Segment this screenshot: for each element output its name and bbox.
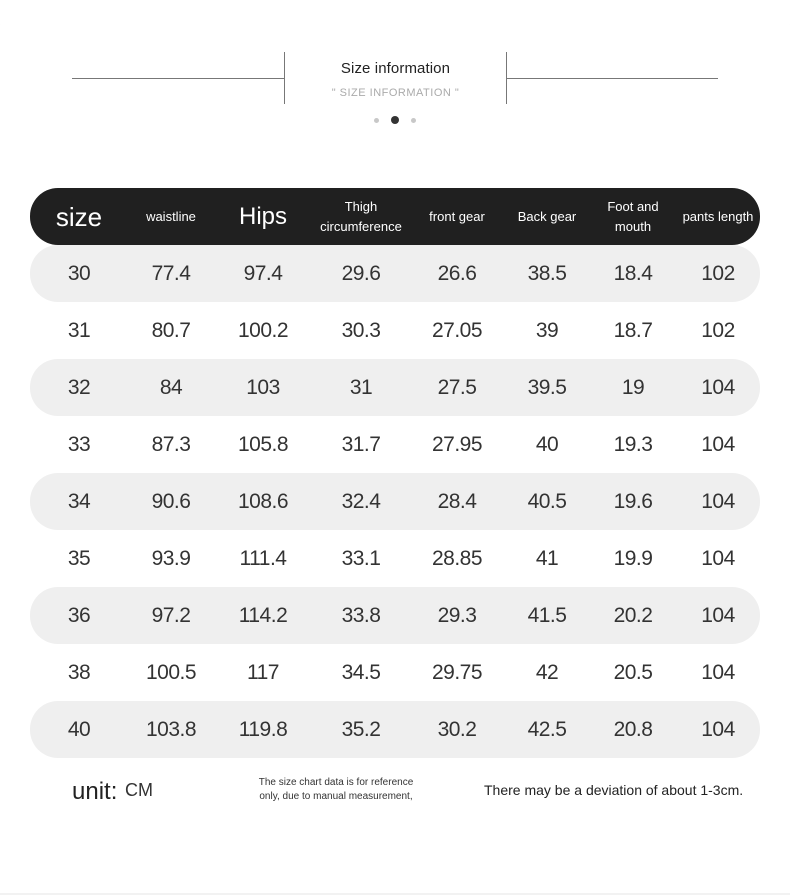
table-cell: 41 [535,546,559,570]
column-header-front-gear: front gear [429,208,485,224]
table-row [30,245,760,302]
table-cell: 104 [701,375,735,399]
table-cell: 40 [67,717,91,741]
table-cell: 29.6 [341,261,381,285]
table-cell: 104 [701,546,735,570]
table-cell: 19 [621,375,645,399]
table-cell: 30.2 [437,717,477,741]
page-subtitle: " SIZE INFORMATION " [331,87,460,99]
table-cell: 102 [701,261,735,285]
column-header-pants-length: pants length [682,208,754,224]
table-cell: 104 [701,603,735,627]
unit-label: unit: [72,778,118,805]
table-cell: 28.4 [437,489,477,513]
table-cell: 19.3 [613,432,653,456]
table-cell: 41.5 [527,603,567,627]
table-cell: 80.7 [151,318,191,342]
table-cell: 104 [701,717,735,741]
table-cell: 84 [159,375,183,399]
table-cell: 103 [246,375,280,399]
pagination-dot [374,118,379,123]
table-cell: 32.4 [341,489,381,513]
table-cell: 105.8 [237,432,289,456]
table-cell: 42.5 [527,717,567,741]
table-cell: 33 [67,432,91,456]
table-cell: 32 [67,375,91,399]
table-cell: 20.8 [613,717,653,741]
table-cell: 18.4 [613,261,653,285]
table-cell: 97.4 [243,261,283,285]
table-cell: 39.5 [527,375,567,399]
page-title: Size information [340,60,451,77]
deviation-note: There may be a deviation of about 1-3cm. [484,782,744,798]
table-cell: 35 [67,546,91,570]
table-row [30,302,760,359]
table-cell: 40 [535,432,559,456]
table-row [30,644,760,701]
table-cell: 77.4 [151,261,191,285]
column-header-waistline: waistline [146,208,196,224]
table-header [30,188,760,245]
table-row [30,473,760,530]
table-cell: 34.5 [341,660,381,684]
column-header-hips: Hips [238,202,287,230]
table-cell: 97.2 [151,603,191,627]
measurement-note: The size chart data is for reference only, due to manual measurement, [258,777,414,802]
table-cell: 114.2 [238,603,288,627]
table-cell: 19.9 [613,546,653,570]
table-cell: 26.6 [437,261,477,285]
pagination-dot-active [391,116,399,124]
table-cell: 100.2 [237,318,289,342]
column-header-size: size [55,201,103,232]
table-row [30,587,760,644]
table-cell: 108.6 [237,489,289,513]
table-cell: 104 [701,432,735,456]
table-cell: 27.05 [431,318,483,342]
table-cell: 35.2 [341,717,381,741]
size-table [30,188,760,758]
pagination-dots [0,116,790,124]
table-cell: 87.3 [151,432,191,456]
table-cell: 38 [67,660,91,684]
unit-value: CM [125,780,153,800]
table-cell: 38.5 [527,261,567,285]
table-row [30,530,760,587]
column-header-back-gear: Back gear [517,208,577,224]
table-cell: 42 [535,660,559,684]
table-cell: 93.9 [151,546,191,570]
table-cell: 102 [701,318,735,342]
table-cell: 20.2 [613,603,653,627]
table-cell: 119.8 [238,717,288,741]
table-cell: 40.5 [527,489,567,513]
table-cell: 31 [67,318,91,342]
table-cell: 34 [67,489,91,513]
table-row [30,416,760,473]
table-cell: 33.1 [341,546,381,570]
table-cell: 90.6 [151,489,191,513]
table-cell: 104 [701,489,735,513]
header-line-left [72,78,284,79]
table-cell: 31.7 [341,432,381,456]
table-cell: 30.3 [341,318,381,342]
table-cell: 20.5 [613,660,653,684]
table-cell: 36 [67,603,91,627]
table-footer [0,772,790,822]
section-header [0,50,790,130]
table-cell: 31 [349,375,373,399]
table-cell: 100.5 [145,660,197,684]
column-header-foot-mouth: Foot and mouth [607,198,659,234]
table-cell: 19.6 [613,489,653,513]
table-cell: 104 [701,660,735,684]
table-cell: 39 [535,318,559,342]
table-cell: 33.8 [341,603,381,627]
pagination-dot [411,118,416,123]
table-cell: 18.7 [613,318,653,342]
column-header-thigh: Thigh circumference [320,198,402,234]
table-row [30,701,760,758]
table-cell: 117 [247,660,279,684]
table-cell: 28.85 [431,546,483,570]
table-cell: 29.3 [437,603,477,627]
table-cell: 103.8 [145,717,197,741]
table-cell: 30 [67,261,91,285]
header-line-right [506,78,718,79]
table-cell: 27.95 [431,432,483,456]
table-cell: 27.5 [437,375,477,399]
table-cell: 111.4 [239,546,287,570]
table-cell: 29.75 [431,660,483,684]
table-row [30,359,760,416]
